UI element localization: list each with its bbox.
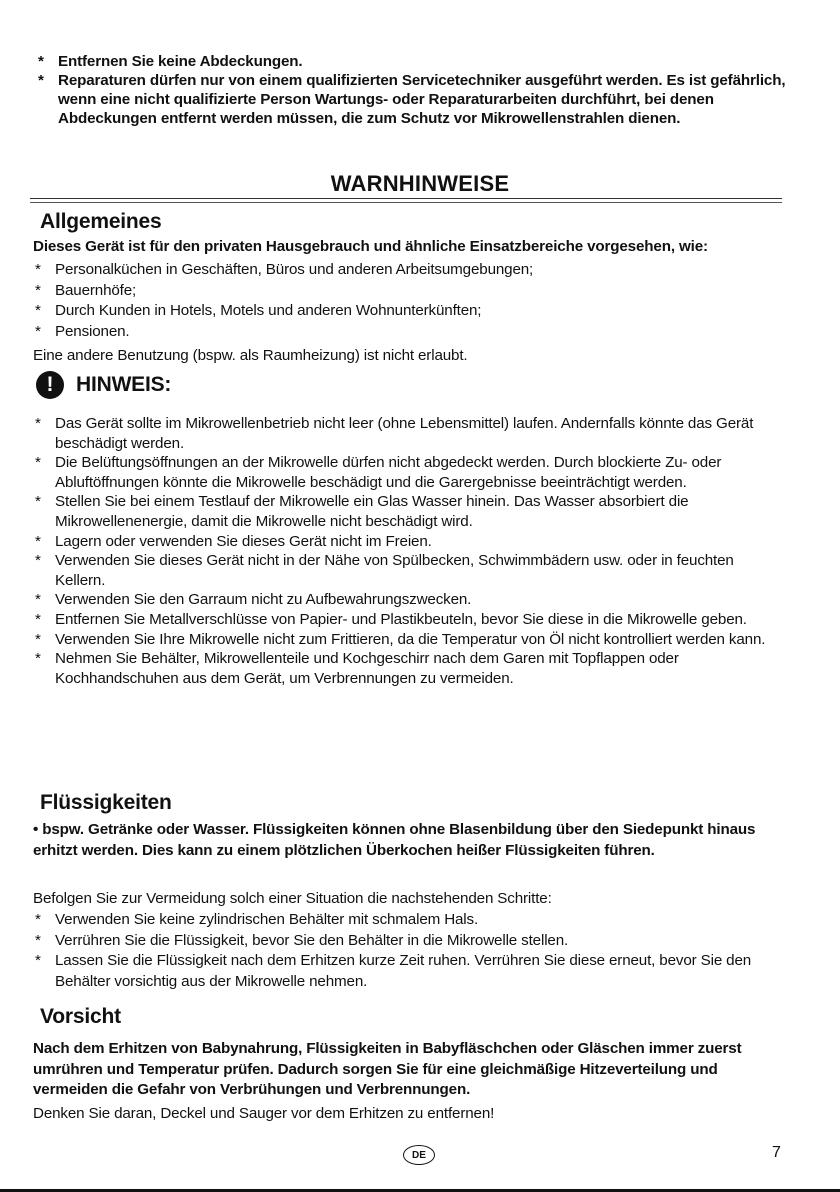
- top-safety-list: [36, 52, 788, 128]
- list-item: * Das Gerät sollte im Mikrowellenbetrieb nicht leer (ohne Lebensmittel) laufen. Andernfalls könnte das Gerät beschädigt werden.: [33, 414, 785, 453]
- section-title-warnhinweise: WARNHINWEISE: [330, 171, 510, 196]
- hinweis-list: [33, 414, 785, 688]
- title-rule: [30, 198, 782, 199]
- list-item: * Lassen Sie die Flüssigkeit nach dem Erhitzen kurze Zeit ruhen. Verrühren Sie diese erneut, bevor Sie den Behälter vorsichtig aus der Mikrowelle nehmen.: [33, 951, 785, 992]
- list-item: * Personalküchen in Geschäften, Büros und anderen Arbeitsumgebungen;: [33, 260, 793, 281]
- list-item: * Verwenden Sie Ihre Mikrowelle nicht zum Frittieren, da die Temperatur von Öl nicht kontrolliert werden kann.: [33, 630, 785, 650]
- heading-vorsicht: Vorsicht: [40, 1005, 121, 1028]
- list-item: * Entfernen Sie Metallverschlüsse von Papier- und Plastikbeuteln, bevor Sie diese in die Mikrowelle geben.: [33, 610, 785, 630]
- allgemeines-outro: Eine andere Benutzung (bspw. als Raumheizung) ist nicht erlaubt.: [33, 347, 468, 364]
- hinweis-header: [36, 371, 171, 399]
- hinweis-label: HINWEIS:: [76, 373, 172, 396]
- list-item: * Verwenden Sie den Garraum nicht zu Aufbewahrungszwecken.: [33, 590, 785, 610]
- fluessigkeiten-intro: • bspw. Getränke oder Wasser. Flüssigkeiten können ohne Blasenbildung über den Siedepunkt hinaus erhitzt werden. Dies kann zu einem plötzlichen Überkochen heißer Flüssigkeiten führen.: [33, 821, 756, 859]
- list-item: * Reparaturen dürfen nur von einem qualifizierten Servicetechniker ausgeführt werden. Es ist gefährlich, wenn eine nicht qualifizierte Person Wartungs- oder Reparaturarbeiten durchführt, bei denen Abdeckungen entfernt werden müssen, die zum Schutz vor Mikrowellenstrahlen dienen.: [36, 71, 788, 128]
- list-item: * Durch Kunden in Hotels, Motels und anderen Wohnunterkünften;: [33, 301, 793, 322]
- list-item: * Verwenden Sie keine zylindrischen Behälter mit schmalem Hals.: [33, 910, 785, 931]
- list-item: * Die Belüftungsöffnungen an der Mikrowelle dürfen nicht abgedeckt werden. Durch blockierte Zu- oder Abluftöffnungen könnte die Mikrowelle beschädigt und die Garergebnisse beeinträchtigt werden.: [33, 453, 785, 492]
- list-item: * Lagern oder verwenden Sie dieses Gerät nicht im Freien.: [33, 532, 785, 552]
- heading-fluessigkeiten: Flüssigkeiten: [40, 791, 172, 814]
- exclamation-icon: !: [36, 371, 64, 399]
- fluessigkeiten-list: [33, 910, 785, 992]
- page-number: 7: [772, 1144, 781, 1161]
- list-item: * Stellen Sie bei einem Testlauf der Mikrowelle ein Glas Wasser hinein. Das Wasser absorbiert die Mikrowellenenergie, damit die Mikrowelle nicht beschädigt wird.: [33, 492, 785, 531]
- list-item: * Pensionen.: [33, 322, 793, 343]
- list-item: * Nehmen Sie Behälter, Mikrowellenteile und Kochgeschirr nach dem Garen mit Topflappen oder Kochhandschuhen aus dem Gerät, um Verbrennungen zu vermeiden.: [33, 649, 785, 688]
- title-rule-thin: [30, 202, 782, 203]
- list-item: * Verwenden Sie dieses Gerät nicht in der Nähe von Spülbecken, Schwimmbädern usw. oder in feuchten Kellern.: [33, 551, 785, 590]
- allgemeines-intro: Dieses Gerät ist für den privaten Hausgebrauch und ähnliche Einsatzbereiche vorgesehen, wie:: [33, 238, 708, 255]
- list-item: * Bauernhöfe;: [33, 281, 793, 302]
- list-item: * Entfernen Sie keine Abdeckungen.: [36, 52, 788, 71]
- allgemeines-list: [33, 260, 793, 342]
- vorsicht-last: Denken Sie daran, Deckel und Sauger vor dem Erhitzen zu entfernen!: [33, 1105, 495, 1122]
- fluessigkeiten-lead: Befolgen Sie zur Vermeidung solch einer Situation die nachstehenden Schritte:: [33, 890, 552, 907]
- list-item: * Verrühren Sie die Flüssigkeit, bevor Sie den Behälter in die Mikrowelle stellen.: [33, 931, 785, 952]
- vorsicht-text: Nach dem Erhitzen von Babynahrung, Flüssigkeiten in Babyfläschchen oder Gläschen immer zuerst umrühren und Temperatur prüfen. Dadurch sorgen Sie für eine gleichmäßige Hitzeverteilung und vermeiden die Gefahr von Verbrühungen und Verbrennungen.: [33, 1040, 742, 1098]
- heading-allgemeines: Allgemeines: [40, 210, 162, 233]
- language-badge: DE: [403, 1145, 435, 1165]
